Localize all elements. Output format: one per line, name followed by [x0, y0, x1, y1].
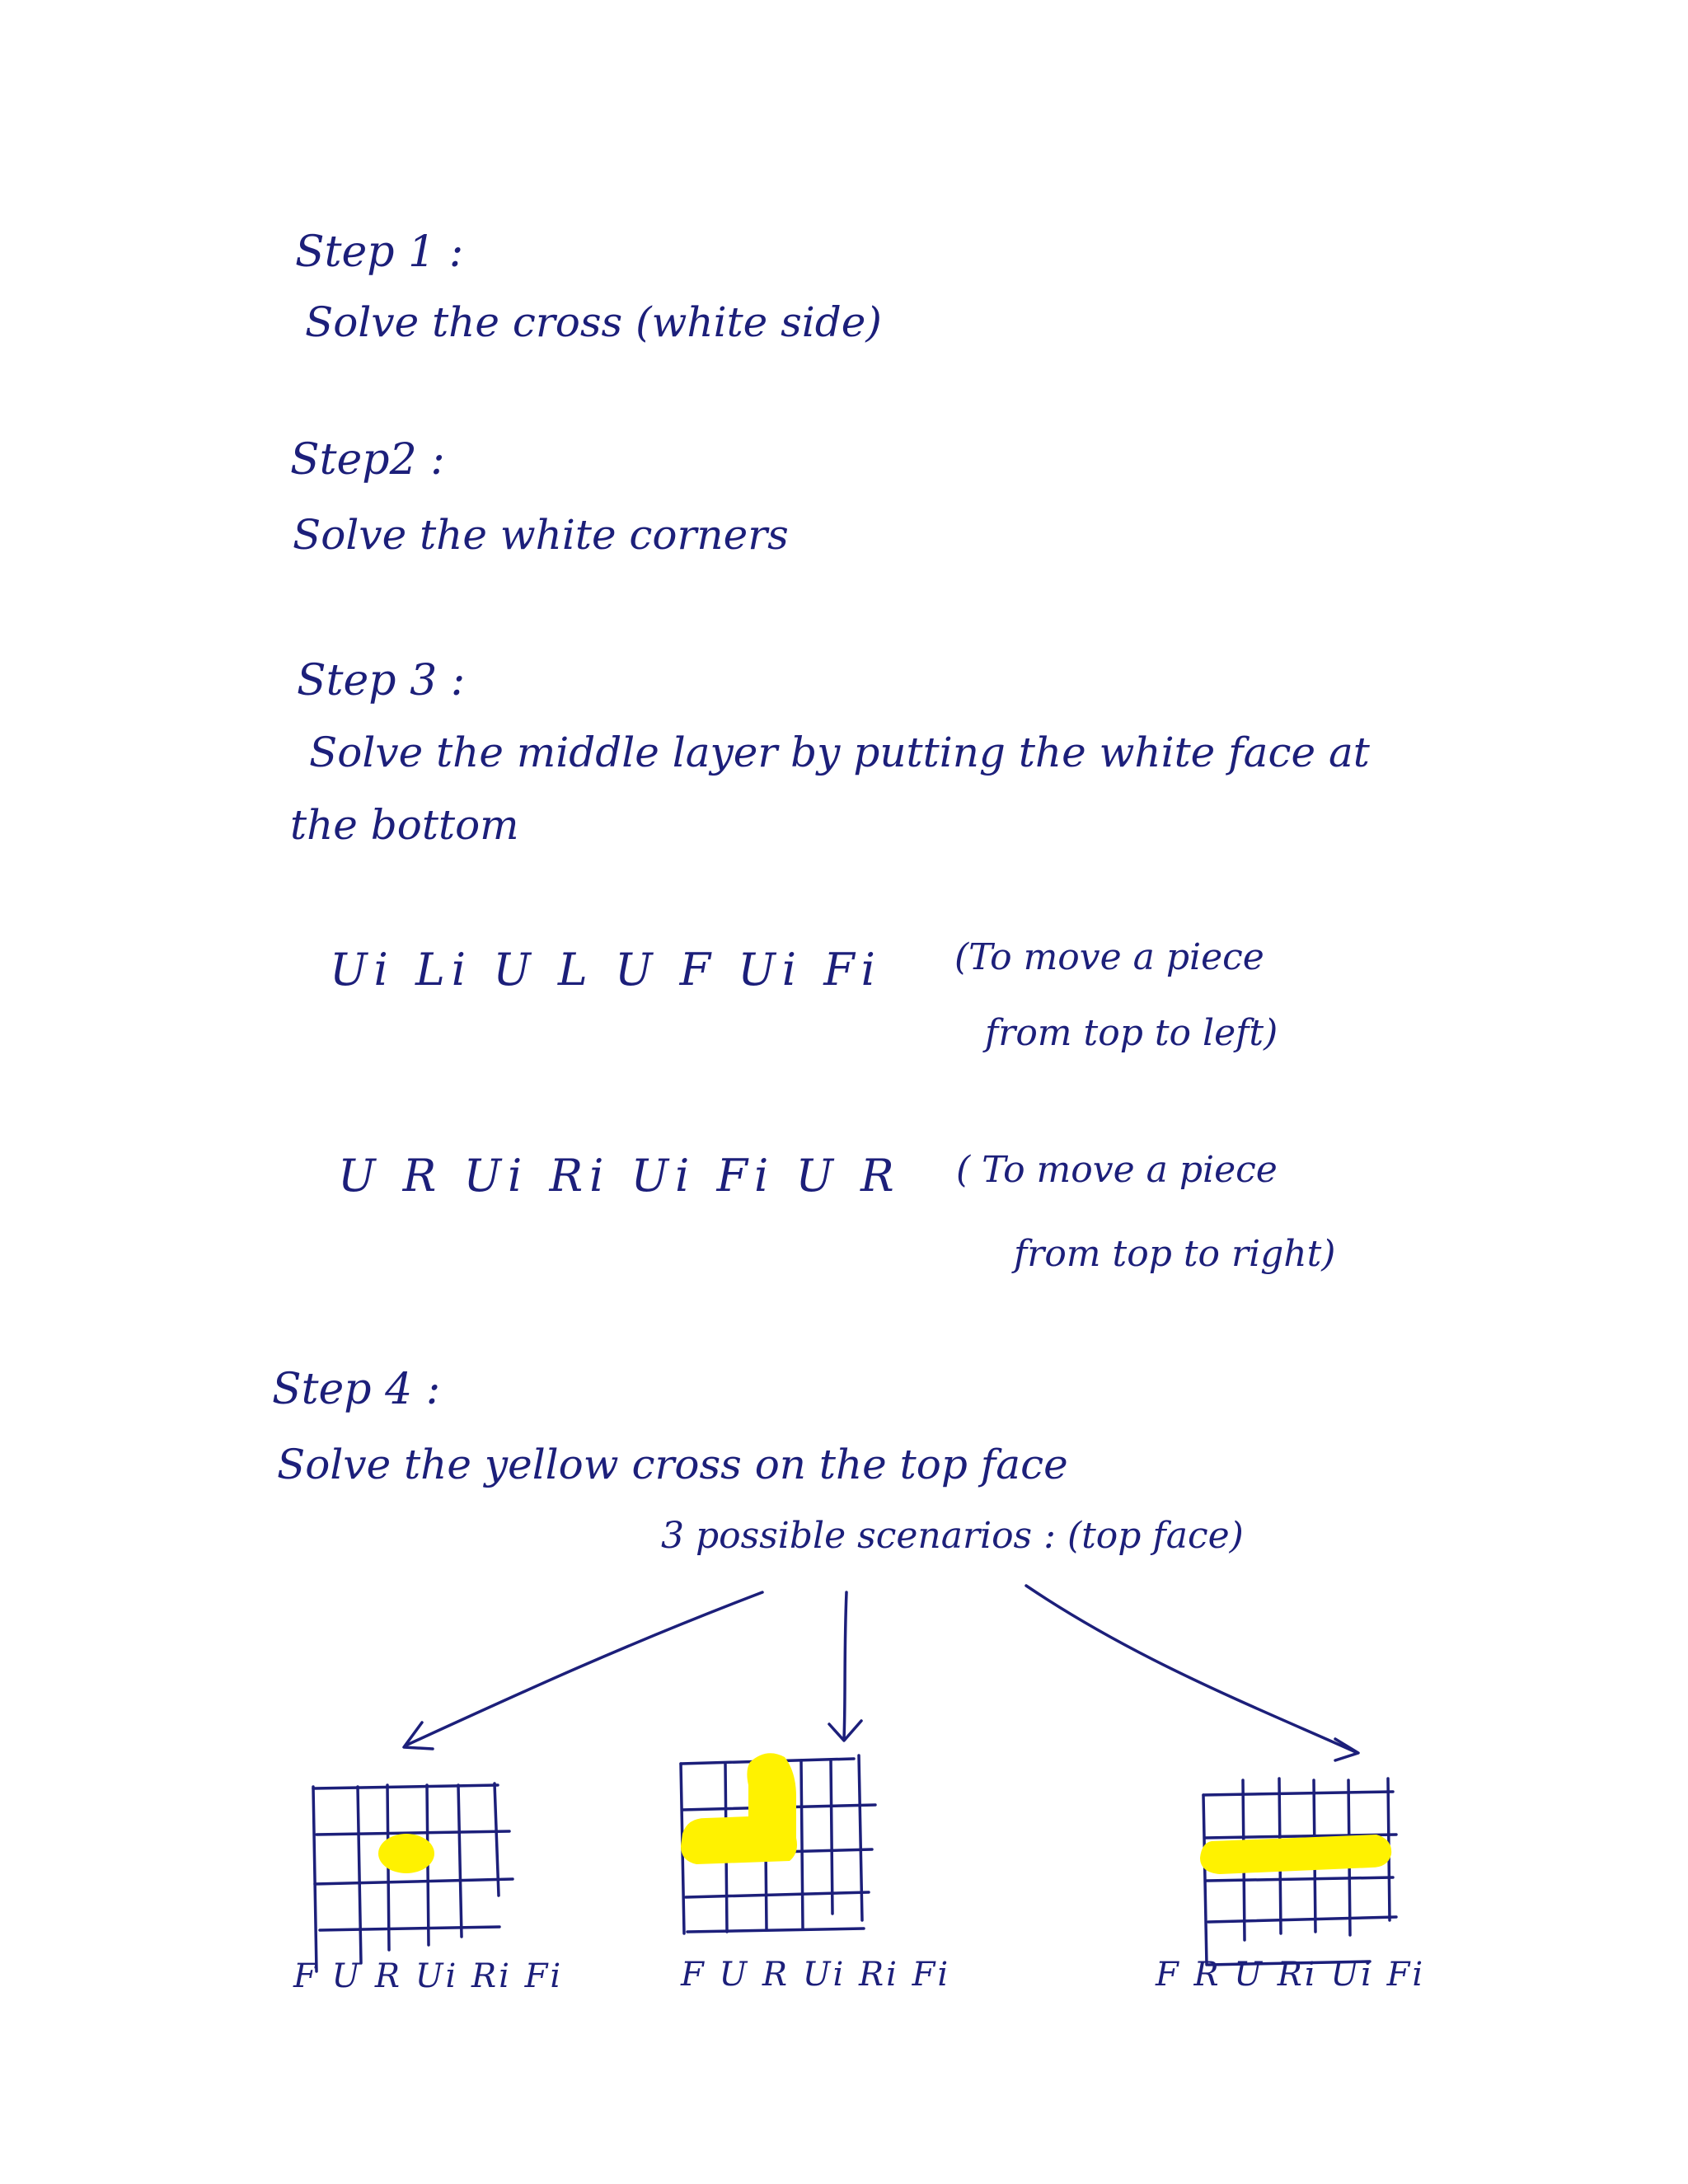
- algorithm-right-note-line-2: from top to right): [1014, 1233, 1336, 1275]
- algorithm-left-moves: Ui Li U L U F Ui Fi: [330, 944, 882, 996]
- step-1-heading: Step 1 :: [295, 227, 464, 277]
- left-arrow: [406, 1592, 762, 1746]
- scenario-1-caption: F U R Ui Ri Fi: [293, 1957, 564, 1995]
- step-1-text: Solve the cross (white side): [305, 298, 882, 346]
- right-arrow: [1026, 1586, 1356, 1752]
- step-3-text-line-2: the bottom: [290, 801, 519, 849]
- algorithm-left-note-line-1: (To move a piece: [954, 936, 1264, 978]
- left-grid-yellow-center: [378, 1834, 434, 1873]
- algorithm-left-note-line-2: from top to left): [985, 1012, 1278, 1054]
- algorithm-right-note-line-1: ( To move a piece: [956, 1149, 1278, 1191]
- step-4-scenarios-label: 3 possible scenarios : (top face): [661, 1515, 1244, 1557]
- step-2-text: Solve the white corners: [293, 511, 789, 559]
- algorithm-right-moves: U R Ui Ri Ui Fi U R: [338, 1150, 901, 1202]
- middle-arrow: [844, 1592, 846, 1739]
- scenario-3-caption: F R U Ri Ui Fi: [1156, 1956, 1426, 1994]
- step-3-heading: Step 3 :: [297, 656, 466, 705]
- step-4-text: Solve the yellow cross on the top face: [277, 1441, 1068, 1488]
- left-grid: [313, 1783, 513, 1971]
- step-3-text-line-1: Solve the middle layer by putting the white face at: [309, 729, 1370, 776]
- step-4-heading: Step 4 :: [272, 1365, 441, 1414]
- step-2-heading: Step2 :: [290, 435, 445, 485]
- scenario-2-caption: F U R Ui Ri Fi: [681, 1956, 951, 1994]
- yellow-marks: [378, 1753, 1391, 1874]
- right-grid-yellow-bar: [1200, 1835, 1391, 1874]
